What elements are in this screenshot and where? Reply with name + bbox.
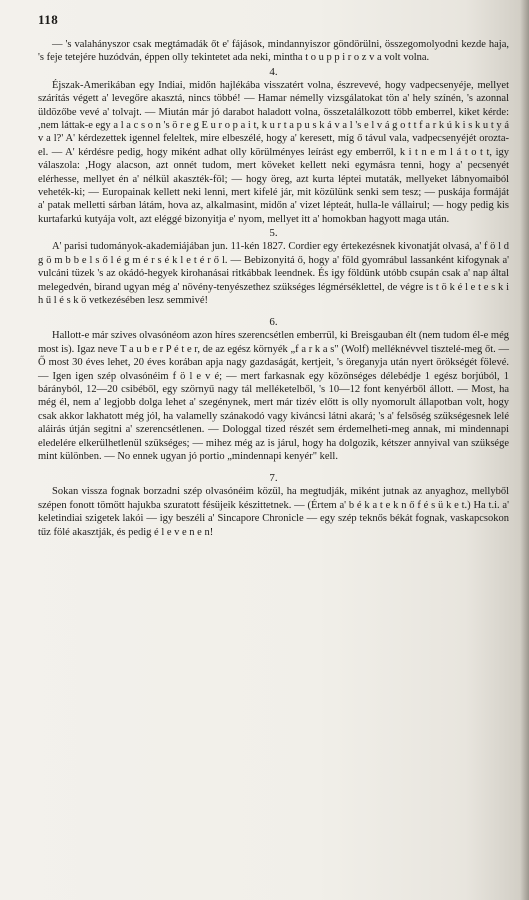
- paragraph-section-4: Éjszak-Amerikában egy Indiai, midőn hajlékába visszatért volna, észrevevé, hogy vadpecsenyéje, mellyet szárítás végett a' levegőre akasztá, nincs többé! — Hamar némelly vizsgálatokat tön a' hely színén, 's azonnal üldözőbe vevé a' tolvajt. — Miután már jó darabot haladott volna, összetalálkozott több emberrel, kiket kérde: ,nem láttak-e egy a l a c s o n 's ö r e g E u r o p a i t, k u r t a p u s k á v a l 's e l v á g o t t f a r k ú k i s k u t y á v a l?' A' kérdezettek igennel feleltek, mire elbeszélé, hogy a' keresett, míg ő távul vala, vadpecsenyéjét orozta-el. — A' kérdésre pedig, hogy miként adhat olly körülményes leírást egy emberről, k i t n e m l á t o t t, igy válaszola: ,Hogy alacson, azt onnét tudom, mert köveket kellett neki egymásra tenni, hogy a' pecsenyét elérhesse, mellyet én a' nélkül akaszték-föl; — hogy öreg, azt kurta léptei mutaták, mellyeket lábnyomaiból veheték-ki; — Europainak kellett neki lenni, mert kifelé jár, mit közülünk senki sem tesz; — puskája formáját a' patak melletti sárban látám, hova az, alkalmasint, midőn a' vizet lépteát, hulla-le vállairul; — hogy pedig kis kurtafarkú kutyája volt, azt eléggé bizonyitja e' nyom, mellyet itt a' homokban hagyott maga után.: [38, 79, 509, 225]
- page-edge-shadow: [520, 0, 529, 900]
- section-number-6: 6.: [269, 316, 278, 329]
- paragraph-section-5: A' parisi tudományok-akademiájában jun. 11-kén 1827. Cordier egy értekezésnek kivonatját olvasá, a' f ö l d g ö m b b e l s ő l é g m é r s é k l e t é r ő l. — Bebizonyitá ő, hogy a' föld gyomrábul lassanként kifogynak a' vulcáni tüzek 's az okádó-hegyek kirohanásai ritkábbak leendnek. És igy földünk utóbb csupán csak a' nap által melegedvén, birand ugyan még a' növény-tenyészethez szükséges légmérséklettel, de végre is t ö k é l e t e s k i h ű l é s k ö vetkezésében lesz semmivé!: [38, 241, 509, 306]
- section-number-4: 4.: [269, 65, 278, 78]
- paragraph-section-7: Sokan vissza fognak borzadni szép olvasónéim közül, ha megtudják, miként jutnak az anyaghoz, mellyből szépen fonott tömött hajukba szuratott fésüjeik készittetnek. — (Értem a' b é k a t e k n ő f é s ü k e t.) Ha t.i. a' keletindiai szigetek lakói — igy beszéli a' Sincapore Chronicle — egy szép teknős békát fognak, vaskapcsokon tűz fölé akasztják, és pedig é l e v e n e n!: [38, 486, 509, 538]
- section-gap: [38, 307, 509, 315]
- paragraph-continuation: — 's valahányszor csak megtámadák őt e' fájások, mindannyiszor göndörülni, összegomolyodni kezde haja, 's feje tetejére huzódván, éppen olly tekintetet ada neki, mintha t o u p p i r o z v a volt volna.: [38, 39, 509, 64]
- section-number-5: 5.: [269, 227, 278, 240]
- paragraph-section-6: Hallott-e már szives olvasónéom azon híres szerencsétlen emberrül, ki Breisgauban élt (nem tudom él-e még most is). Igaz neve T a u b e r P é t e r, de az egész környék „f a r k a s" (Wolf) melléknévvel tisztelé-meg őt. — Ő most 30 éves lehet, 20 éves korában apja nagy gazdaságát, kertjeit, 's öreganyja után nyert örökségét fölevé. — Igen igen szép olvasónéim f ö l e v é; — mert farkasnak egy közönséges délebédje 1 egész borjúból, 1 bárányból, 12—20 csibéből, egy szörnyű nagy tál melléketelből, 's 10—12 font kenyérből állott. — Most, ha még él, nem a' legjobb dolga lehet a' szegénynek, mert már tizév előtt is olly nyomorult állapotban volt, hogy csak akkor lakhatott még jól, ha valamelly szánakodó vagy kiváncsi látni akará; 's a' felsőség szükségesnek lelé aláirás útján segitni a' szerencsétlenen. — Dologgal tized részét sem érdemelheti-meg annak, mi mindennapi eledelére elkerülhetlenül szükséges; — mihez még az is járul, hogy ha dolgozik, kétszer annyival van szüksége mint különben. — No ennek ugyan jó portio „mindennapi kenyér" kell.: [38, 330, 509, 462]
- page-number: 118: [38, 12, 59, 27]
- section-gap: [38, 463, 509, 471]
- section-number-7: 7.: [269, 472, 278, 485]
